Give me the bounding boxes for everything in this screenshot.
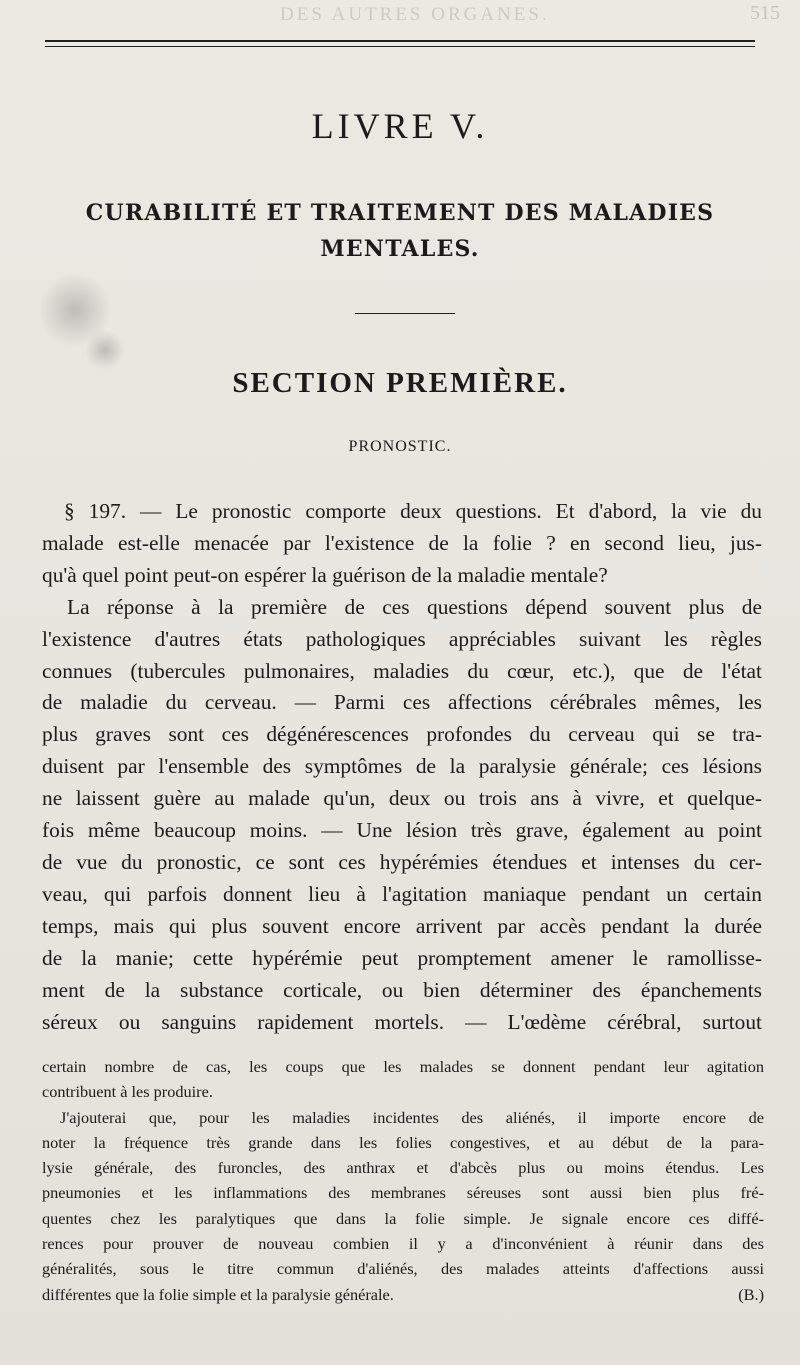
text-line: fois même beaucoup moins. — Une lésion très grave, également au point xyxy=(42,818,762,843)
book-title-line2: MENTALES. xyxy=(320,236,480,262)
text-line: de vue du pronostic, ce sont ces hypérémies étendues et intenses du cer- xyxy=(42,849,762,874)
text-line: ne laissent guère au malade qu'un, deux ou trois ans à vivre, et quelque- xyxy=(42,786,762,811)
text-line: séreux ou sanguins rapidement mortels. — L'œdème cérébral, surtout xyxy=(42,1009,762,1034)
footnote-line: J'ajouterai que, pour les maladies incidentes des aliénés, il importe encore de xyxy=(60,1107,764,1127)
footnote xyxy=(42,1054,764,1307)
text-line: La réponse à la première de ces questions dépend souvent plus de xyxy=(67,594,762,619)
main-text xyxy=(42,496,762,1038)
title-separator-rule xyxy=(355,313,455,314)
text-line: plus graves sont ces dégénérescences profondes du cerveau qui se tra- xyxy=(42,722,762,747)
footnote-line: contribuent à les produire. xyxy=(42,1082,213,1102)
text-line: veau, qui parfois donnent lieu à l'agitation maniaque pendant un certain xyxy=(42,881,762,906)
text-line: connues (tubercules pulmonaires, maladies du cœur, etc.), que de l'état xyxy=(42,658,762,683)
book-title-line1: CURABILITÉ ET TRAITEMENT DES MALADIES xyxy=(85,200,715,226)
text-line: de maladie du cerveau. — Parmi ces affections cérébrales mêmes, les xyxy=(42,690,762,715)
footnote-last-text: différentes que la folie simple et la paralysie générale. xyxy=(42,1284,394,1304)
bleed-through-header: DES AUTRES ORGANES. xyxy=(280,4,550,25)
footnote-line: certain nombre de cas, les coups que les malades se donnent pendant leur agitation xyxy=(42,1057,764,1076)
footnote-line: pneumonies et les inflammations des membranes séreuses sont aussi bien plus fré- xyxy=(42,1183,764,1203)
top-double-rule xyxy=(45,40,755,47)
text-line: l'existence d'autres états pathologiques appréciables suivant les règles xyxy=(42,626,762,651)
footnote-signature: (B.) xyxy=(738,1284,764,1304)
text-line: § 197. — Le pronostic comporte deux questions. Et d'abord, la vie du xyxy=(64,499,762,523)
footnote-line: quentes chez les paralytiques que dans la folie simple. Je signale encore ces diffé- xyxy=(42,1208,764,1228)
book-title xyxy=(40,195,760,267)
section-heading: SECTION PREMIÈRE. xyxy=(232,367,568,399)
text-line: qu'à quel point peut-on espérer la guérison de la maladie mentale? xyxy=(42,562,608,587)
footnote-line: généralités, sous le titre commun d'aliénés, des malades atteints d'affections aussi xyxy=(42,1259,764,1279)
bleed-through-page-number: 515 xyxy=(750,2,780,24)
text-line: de la manie; cette hypérémie peut promptement amener le ramollisse- xyxy=(42,945,762,970)
text-line: temps, mais qui plus souvent encore arrivent par accès pendant la durée xyxy=(42,913,762,938)
section-subtitle: PRONOSTIC. xyxy=(348,438,452,455)
footnote-line xyxy=(42,1282,764,1307)
text-line: duisent par l'ensemble des symptômes de la paralysie générale; ces lésions xyxy=(42,754,762,779)
footnote-line: noter la fréquence très grande dans les folies congestives, et au début de la para- xyxy=(42,1132,764,1152)
ink-stain xyxy=(85,330,125,370)
book-heading: LIVRE V. xyxy=(311,106,489,146)
footnote-line: lysie générale, des furoncles, des anthrax et d'abcès plus ou moins étendus. Les xyxy=(42,1158,764,1178)
text-line: ment de la substance corticale, ou bien déterminer des épanchements xyxy=(42,977,762,1002)
text-line: malade est-elle menacée par l'existence de la folie ? en second lieu, jus- xyxy=(42,530,762,555)
footnote-line: rences pour prouver de nouveau combien il y a d'inconvénient à réunir dans des xyxy=(42,1234,764,1254)
